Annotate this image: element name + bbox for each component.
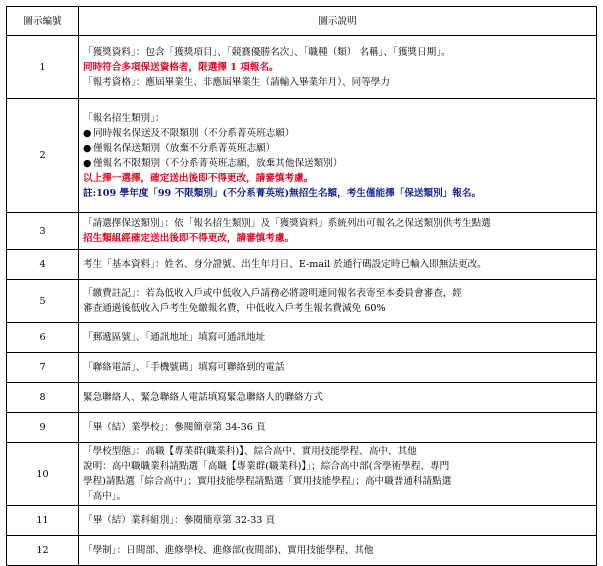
description-line: 「聯絡電話」、「手機號碼」填寫可聯絡到的電話 bbox=[83, 362, 285, 373]
description-line: 「繳費註記」：若為低收入戶或中低收入戶請務必將證明連同報名表寄至本委員會審查，經 bbox=[83, 288, 462, 299]
description-line: 考生「基本資料」：姓名、身分證號、出生年月日、E-mail 於通行碼設定時已輸入即無法更改。 bbox=[83, 259, 487, 270]
table-row bbox=[7, 383, 597, 413]
row-description bbox=[79, 36, 597, 99]
bullet-text: 僅報名不限類別（不分系菁英班志願，放棄其他保送類別） bbox=[93, 157, 343, 169]
description-line: 招生類組經確定送出後即不得更改，請審慎考慮。 bbox=[83, 233, 295, 244]
description-line: 以上擇一選擇，確定送出後即不得更改，請審慎考慮。 bbox=[83, 172, 314, 184]
explanation-table bbox=[6, 6, 597, 566]
bullet-text: 同時報名保送及不限類別（不分系菁英班志願） bbox=[93, 127, 295, 139]
description-line: 「高中」。 bbox=[83, 491, 127, 502]
row-number: 6 bbox=[7, 323, 79, 353]
table-row bbox=[7, 250, 597, 280]
description-line: 學程)請點選「綜合高中」；實用技能學程請點選「實用技能學程」；高中職普通科請點選 bbox=[83, 476, 452, 487]
table-row bbox=[7, 506, 597, 536]
description-line bbox=[83, 141, 593, 156]
description-line: 同時符合多項保送資格者，限選擇 1 項報名。 bbox=[83, 61, 279, 73]
description-line: 「學校型態」：高職【專業群(職業科)】、綜合高中、實用技能學程、高中、其他 bbox=[83, 446, 417, 457]
bullet-icon: ● bbox=[83, 127, 92, 139]
explanation-table-container bbox=[6, 6, 597, 566]
row-description bbox=[79, 280, 597, 323]
table-row bbox=[7, 353, 597, 383]
description-line: 「畢（結）業學校」：參閱簡章第 34-36 頁 bbox=[83, 422, 266, 433]
table-body bbox=[7, 36, 597, 566]
row-number: 5 bbox=[7, 280, 79, 323]
table-row bbox=[7, 413, 597, 443]
table-row bbox=[7, 99, 597, 213]
table-row bbox=[7, 36, 597, 99]
description-line: 註:109 學年度「99 不限類別」(不分系菁英班)無招生名額，考生僅能擇「保送類別」報名。 bbox=[83, 187, 482, 199]
table-header-row bbox=[7, 7, 597, 36]
description-line: 審查通過後低收入戶考生免繳報名費，中低收入戶考生報名費減免 60% bbox=[83, 303, 386, 314]
description-line: 「報考資格」：應屆畢業生、非應屆畢業生（請輸入畢業年月）、同等學力 bbox=[83, 76, 390, 88]
description-line: 「郵遞區號」、「通訊地址」填寫可通訊地址 bbox=[83, 332, 266, 343]
row-description bbox=[79, 413, 597, 443]
row-number: 9 bbox=[7, 413, 79, 443]
row-description bbox=[79, 99, 597, 213]
row-number: 10 bbox=[7, 443, 79, 506]
row-number: 7 bbox=[7, 353, 79, 383]
row-number: 12 bbox=[7, 536, 79, 566]
header-number: 圖示編號 bbox=[7, 7, 79, 36]
row-description bbox=[79, 383, 597, 413]
row-number: 4 bbox=[7, 250, 79, 280]
row-number: 8 bbox=[7, 383, 79, 413]
bullet-icon: ● bbox=[83, 157, 92, 169]
row-description bbox=[79, 536, 597, 566]
description-line: 「畢（結）業科組別」：參閱簡章第 32-33 頁 bbox=[83, 515, 276, 526]
table-row bbox=[7, 536, 597, 566]
description-line: 「獲獎資料」：包含「獲獎項目」、「競賽優勝名次」、「職種（類） 名稱」、「獲獎日期」。 bbox=[83, 46, 451, 58]
description-line: 「學制」：日間部、進修學校、進修部(夜間部)、實用技能學程、其他 bbox=[83, 545, 374, 556]
row-number: 1 bbox=[7, 36, 79, 99]
description-line: 緊急聯絡人、緊急聯絡人電話填寫緊急聯絡人的聯絡方式 bbox=[83, 392, 323, 403]
row-description bbox=[79, 250, 597, 280]
description-line: 說明：高中職職業科請點選「高職【專業群(職業科)】」；綜合高中部(含學術學程、專門 bbox=[83, 461, 450, 472]
description-line: 「請選擇保送類別」：依「報名招生類別」及「獲獎資料」系統列出可報名之保送類別供考生點選 bbox=[83, 218, 491, 229]
row-description bbox=[79, 506, 597, 536]
table-row bbox=[7, 280, 597, 323]
row-number: 2 bbox=[7, 99, 79, 213]
header-description: 圖示說明 bbox=[79, 7, 597, 36]
table-row bbox=[7, 213, 597, 250]
description-line bbox=[83, 156, 593, 171]
row-description bbox=[79, 353, 597, 383]
row-description bbox=[79, 213, 597, 250]
description-line bbox=[83, 126, 593, 141]
row-description bbox=[79, 443, 597, 506]
table-row bbox=[7, 323, 597, 353]
row-description bbox=[79, 323, 597, 353]
table-row bbox=[7, 443, 597, 506]
description-line: 「報名招生類別」： bbox=[83, 112, 165, 124]
bullet-icon: ● bbox=[83, 142, 92, 154]
row-number: 11 bbox=[7, 506, 79, 536]
bullet-text: 僅報名保送類別（放棄不分系菁英班志願） bbox=[93, 142, 276, 154]
row-number: 3 bbox=[7, 213, 79, 250]
